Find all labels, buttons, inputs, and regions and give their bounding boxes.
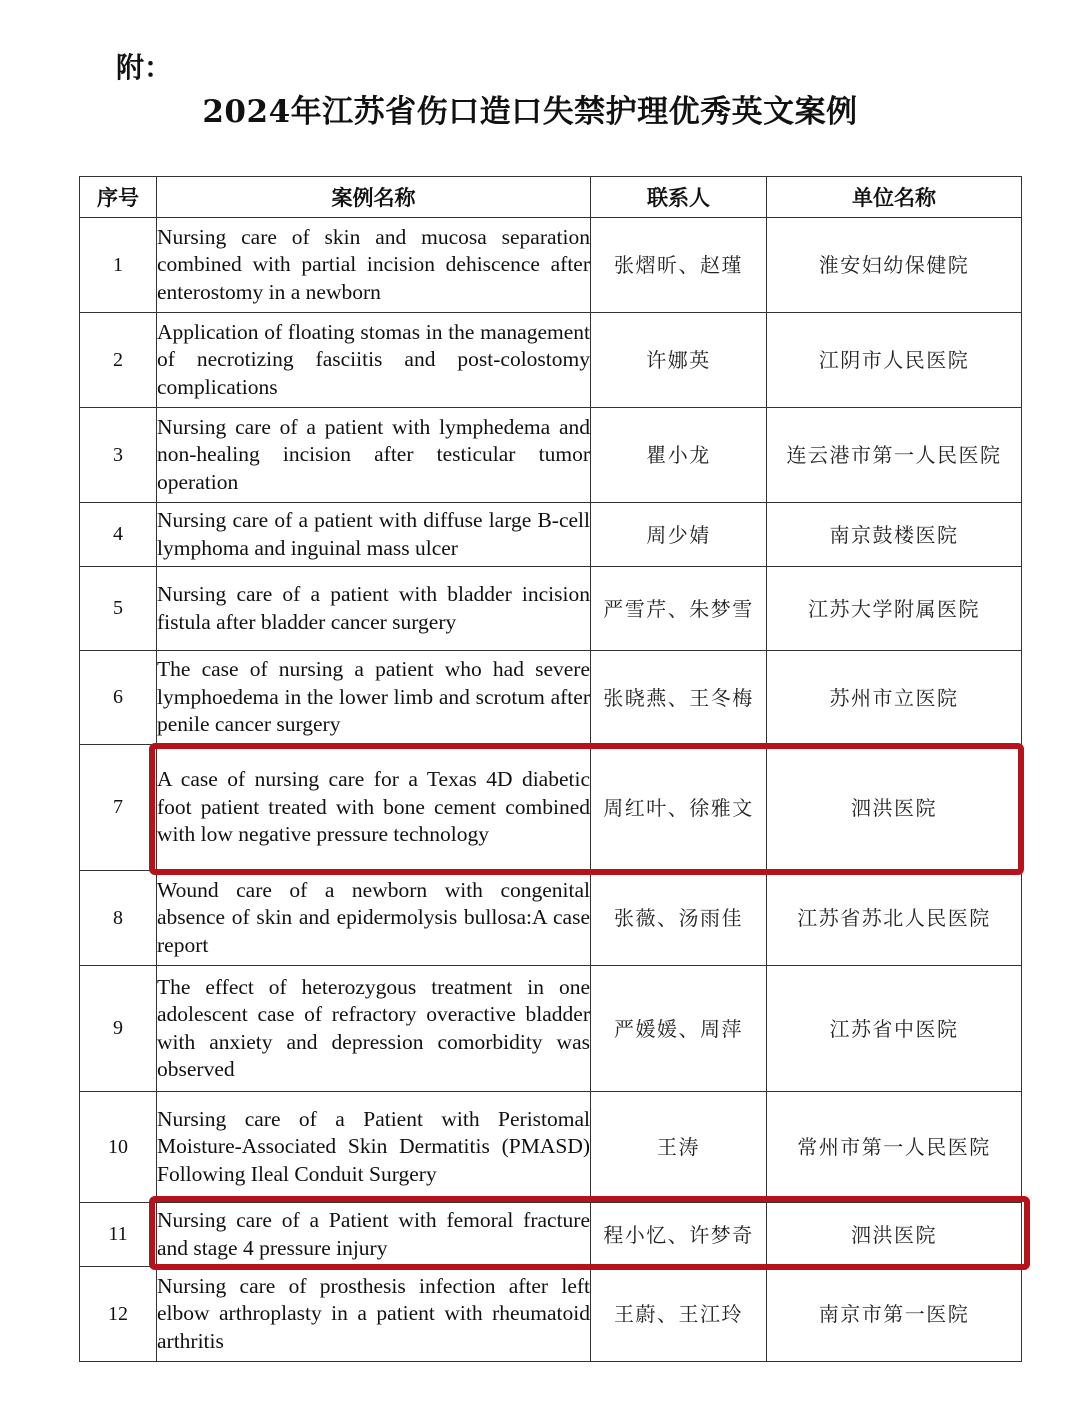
contact-person: 王涛 — [591, 1092, 767, 1203]
page-title: 2024年江苏省伤口造口失禁护理优秀英文案例 — [202, 94, 858, 130]
case-name — [157, 503, 591, 567]
unit-name: 江苏大学附属医院 — [767, 567, 1022, 651]
case-name-text: Nursing care of a patient with diffuse large B-cell lymphoma and inguinal mass ulcer — [157, 508, 590, 560]
row-number: 11 — [80, 1203, 157, 1267]
unit-name: 江苏省苏北人民医院 — [767, 871, 1022, 966]
table-row — [80, 1203, 1022, 1267]
table-row — [80, 1092, 1022, 1203]
case-name — [157, 1267, 591, 1362]
case-name-text: Nursing care of prosthesis infection after left elbow arthroplasty in a patient with rheumatoid arthritis — [157, 1273, 590, 1353]
unit-name: 南京鼓楼医院 — [767, 503, 1022, 567]
col-header-contact: 联系人 — [591, 177, 767, 218]
attachment-label: 附： — [116, 51, 173, 84]
table-row — [80, 871, 1022, 966]
case-name — [157, 651, 591, 745]
row-number: 2 — [80, 313, 157, 408]
contact-person: 瞿小龙 — [591, 408, 767, 503]
table-row — [80, 966, 1022, 1092]
row-number: 10 — [80, 1092, 157, 1203]
case-name — [157, 1092, 591, 1203]
case-name — [157, 218, 591, 313]
case-name-text: Nursing care of a Patient with Peristomal Moisture-Associated Skin Dermatitis (PMASD) Following Ileal Conduit Surgery — [157, 1106, 590, 1186]
case-name-text: The effect of heterozygous treatment in one adolescent case of refractory overactive bladder with anxiety and depression comorbidity was observed — [157, 974, 590, 1081]
table-row — [80, 651, 1022, 745]
col-header-number: 序号 — [80, 177, 157, 218]
contact-person: 周少婧 — [591, 503, 767, 567]
unit-name: 南京市第一医院 — [767, 1267, 1022, 1362]
table-row — [80, 408, 1022, 503]
case-name — [157, 745, 591, 871]
col-header-case-name: 案例名称 — [157, 177, 591, 218]
contact-person: 王蔚、王江玲 — [591, 1267, 767, 1362]
case-name-text: Nursing care of a patient with bladder incision fistula after bladder cancer surgery — [157, 582, 590, 634]
contact-person: 张薇、汤雨佳 — [591, 871, 767, 966]
contact-person: 张晓燕、王冬梅 — [591, 651, 767, 745]
contact-person: 程小忆、许梦奇 — [591, 1203, 767, 1267]
table-row — [80, 745, 1022, 871]
case-name-text: The case of nursing a patient who had severe lymphoedema in the lower limb and scrotum after penile cancer surgery — [157, 657, 590, 737]
case-name-text: Application of floating stomas in the management of necrotizing fasciitis and post-colostomy complications — [157, 319, 590, 399]
unit-name: 苏州市立医院 — [767, 651, 1022, 745]
row-number: 4 — [80, 503, 157, 567]
row-number: 9 — [80, 966, 157, 1092]
case-name-text: Wound care of a newborn with congenital absence of skin and epidermolysis bullosa:A case report — [157, 877, 590, 957]
row-number: 8 — [80, 871, 157, 966]
unit-name: 常州市第一人民医院 — [767, 1092, 1022, 1203]
contact-person: 严雪芹、朱梦雪 — [591, 567, 767, 651]
unit-name: 江阴市人民医院 — [767, 313, 1022, 408]
col-header-unit: 单位名称 — [767, 177, 1022, 218]
unit-name: 泗洪医院 — [767, 745, 1022, 871]
contact-person: 许娜英 — [591, 313, 767, 408]
case-name — [157, 313, 591, 408]
row-number: 5 — [80, 567, 157, 651]
row-number: 1 — [80, 218, 157, 313]
contact-person: 严媛媛、周萍 — [591, 966, 767, 1092]
case-name-text: A case of nursing care for a Texas 4D diabetic foot patient treated with bone cement combined with low negative pressure technology — [157, 767, 590, 847]
table-row — [80, 503, 1022, 567]
row-number: 12 — [80, 1267, 157, 1362]
unit-name: 泗洪医院 — [767, 1203, 1022, 1267]
case-name-text: Nursing care of a patient with lymphedema and non-healing incision after testicular tumor operation — [157, 414, 590, 494]
unit-name: 连云港市第一人民医院 — [767, 408, 1022, 503]
case-name — [157, 966, 591, 1092]
row-number: 6 — [80, 651, 157, 745]
unit-name: 江苏省中医院 — [767, 966, 1022, 1092]
table-row — [80, 567, 1022, 651]
cases-table — [79, 176, 1022, 1362]
contact-person: 周红叶、徐雅文 — [591, 745, 767, 871]
contact-person: 张熠昕、赵瑾 — [591, 218, 767, 313]
table-row — [80, 313, 1022, 408]
unit-name: 淮安妇幼保健院 — [767, 218, 1022, 313]
case-name — [157, 567, 591, 651]
table-header-row — [80, 177, 1022, 218]
case-name-text: Nursing care of a Patient with femoral fracture and stage 4 pressure injury — [157, 1208, 590, 1260]
case-name — [157, 871, 591, 966]
row-number: 7 — [80, 745, 157, 871]
case-name-text: Nursing care of skin and mucosa separation combined with partial incision dehiscence after enterostomy in a newborn — [157, 224, 590, 304]
case-name — [157, 408, 591, 503]
case-name — [157, 1203, 591, 1267]
row-number: 3 — [80, 408, 157, 503]
table-row — [80, 218, 1022, 313]
table-row — [80, 1267, 1022, 1362]
